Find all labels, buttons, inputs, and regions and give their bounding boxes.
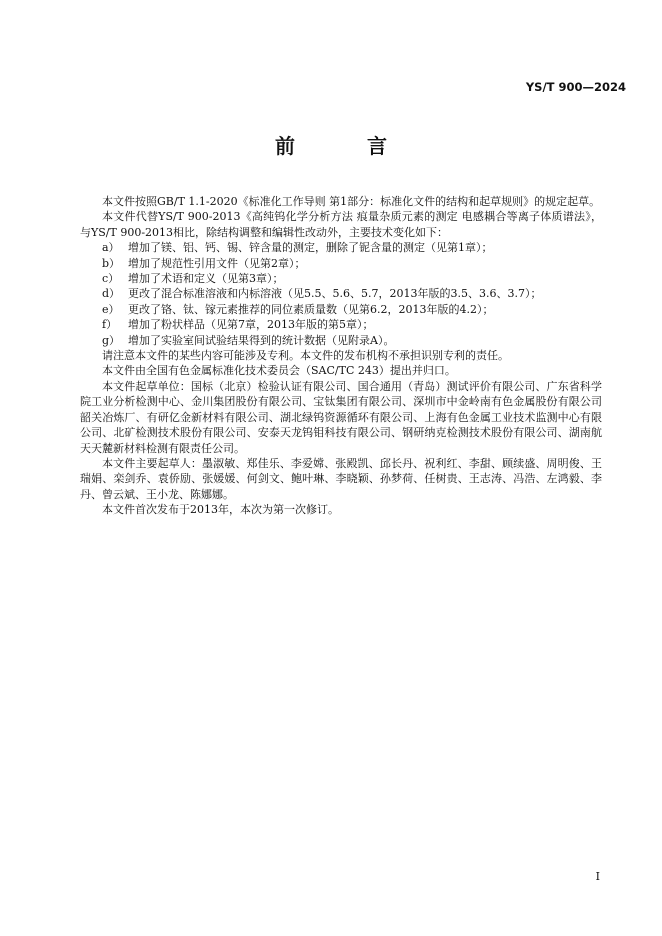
list-item: [80, 317, 602, 332]
paragraph: 本文件首次发布于2013年，本次为第一次修订。: [102, 503, 339, 517]
list-item: [80, 302, 602, 317]
list-item-text: 增加了规范性引用文件（见第2章）；: [128, 256, 306, 270]
paragraph: 本文件起草单位：国标（北京）检验认证有限公司、国合通用（青岛）测试评价有限公司、广东省科学院工业分析检测中心、金川集团股份有限公司、宝钛集团有限公司、深圳市中金岭南有色金属股份有限公司韶关冶炼厂、有研亿金新材料有限公司、湖北绿钨资源循环有限公司、上海有色金属工业技术监测中心有限公司、北矿检测技术股份有限公司、安泰天龙钨钼科技有限公司、钢研纳克检测技术股份有限公司、湖南航天天麓新材料检测有限责任公司。: [80, 379, 602, 455]
page-number: I: [595, 870, 600, 883]
list-item: [80, 286, 602, 301]
list-item-text: 增加了镁、铝、钙、锡、锌含量的测定，删除了铌含量的测定（见第1章）；: [128, 241, 493, 255]
foreword-content: [80, 194, 602, 518]
list-item-text: 更改了铬、钛、镓元素推荐的同位素质量数（见第6.2，2013年版的4.2）；: [128, 302, 494, 316]
paragraph: 请注意本文件的某些内容可能涉及专利。本文件的发布机构不承担识别专利的责任。: [102, 349, 509, 363]
list-item: [80, 271, 602, 286]
page-title: 前 言: [275, 134, 413, 158]
standard-code: YS/T 900—2024: [525, 80, 626, 94]
list-item: [80, 256, 602, 271]
list-item-text: 增加了粉状样品（见第7章，2013年版的第5章）；: [128, 318, 374, 332]
list-marker: a）: [102, 241, 120, 255]
paragraph: 本文件由全国有色金属标准化技术委员会（SAC/TC 243）提出并归口。: [102, 364, 456, 378]
paragraph: 本文件按照GB/T 1.1-2020《标准化工作导则 第1部分：标准化文件的结构和起草规则》的规定起草。: [102, 195, 601, 208]
list-marker: f）: [102, 318, 118, 332]
list-marker: c）: [102, 272, 120, 286]
list-marker: d）: [102, 287, 121, 301]
paragraph: 本文件主要起草人：墨淑敏、郑佳乐、李爱嫦、张殿凯、邱长丹、祝利红、李甜、顾续盛、周明俊、王瑞娟、栾剑乔、袁侨励、张媛媛、何剑文、鲍叶琳、李晓颖、孙梦荷、任树贵、王志涛、冯浩、左鸿毅、李丹、曾云斌、王小龙、陈娜娜。: [80, 456, 602, 501]
list-item-text: 更改了混合标准溶液和内标溶液（见5.5、5.6、5.7，2013年版的3.5、3.6、3.7）；: [128, 287, 542, 301]
list-marker: g）: [102, 333, 121, 347]
list-item-text: 增加了实验室间试验结果得到的统计数据（见附录A）。: [128, 333, 395, 347]
list-item: [80, 240, 602, 255]
list-item: [80, 333, 602, 348]
paragraph: 本文件代替YS/T 900-2013《高纯钨化学分析方法 痕量杂质元素的测定 电感耦合等离子体质谱法》，与YS/T 900-2013相比，除结构调整和编辑性改动外，主要技术变化如下：: [80, 210, 602, 239]
list-item-text: 增加了术语和定义（见第3章）；: [128, 272, 284, 286]
list-marker: e）: [102, 302, 120, 316]
list-marker: b）: [102, 256, 121, 270]
